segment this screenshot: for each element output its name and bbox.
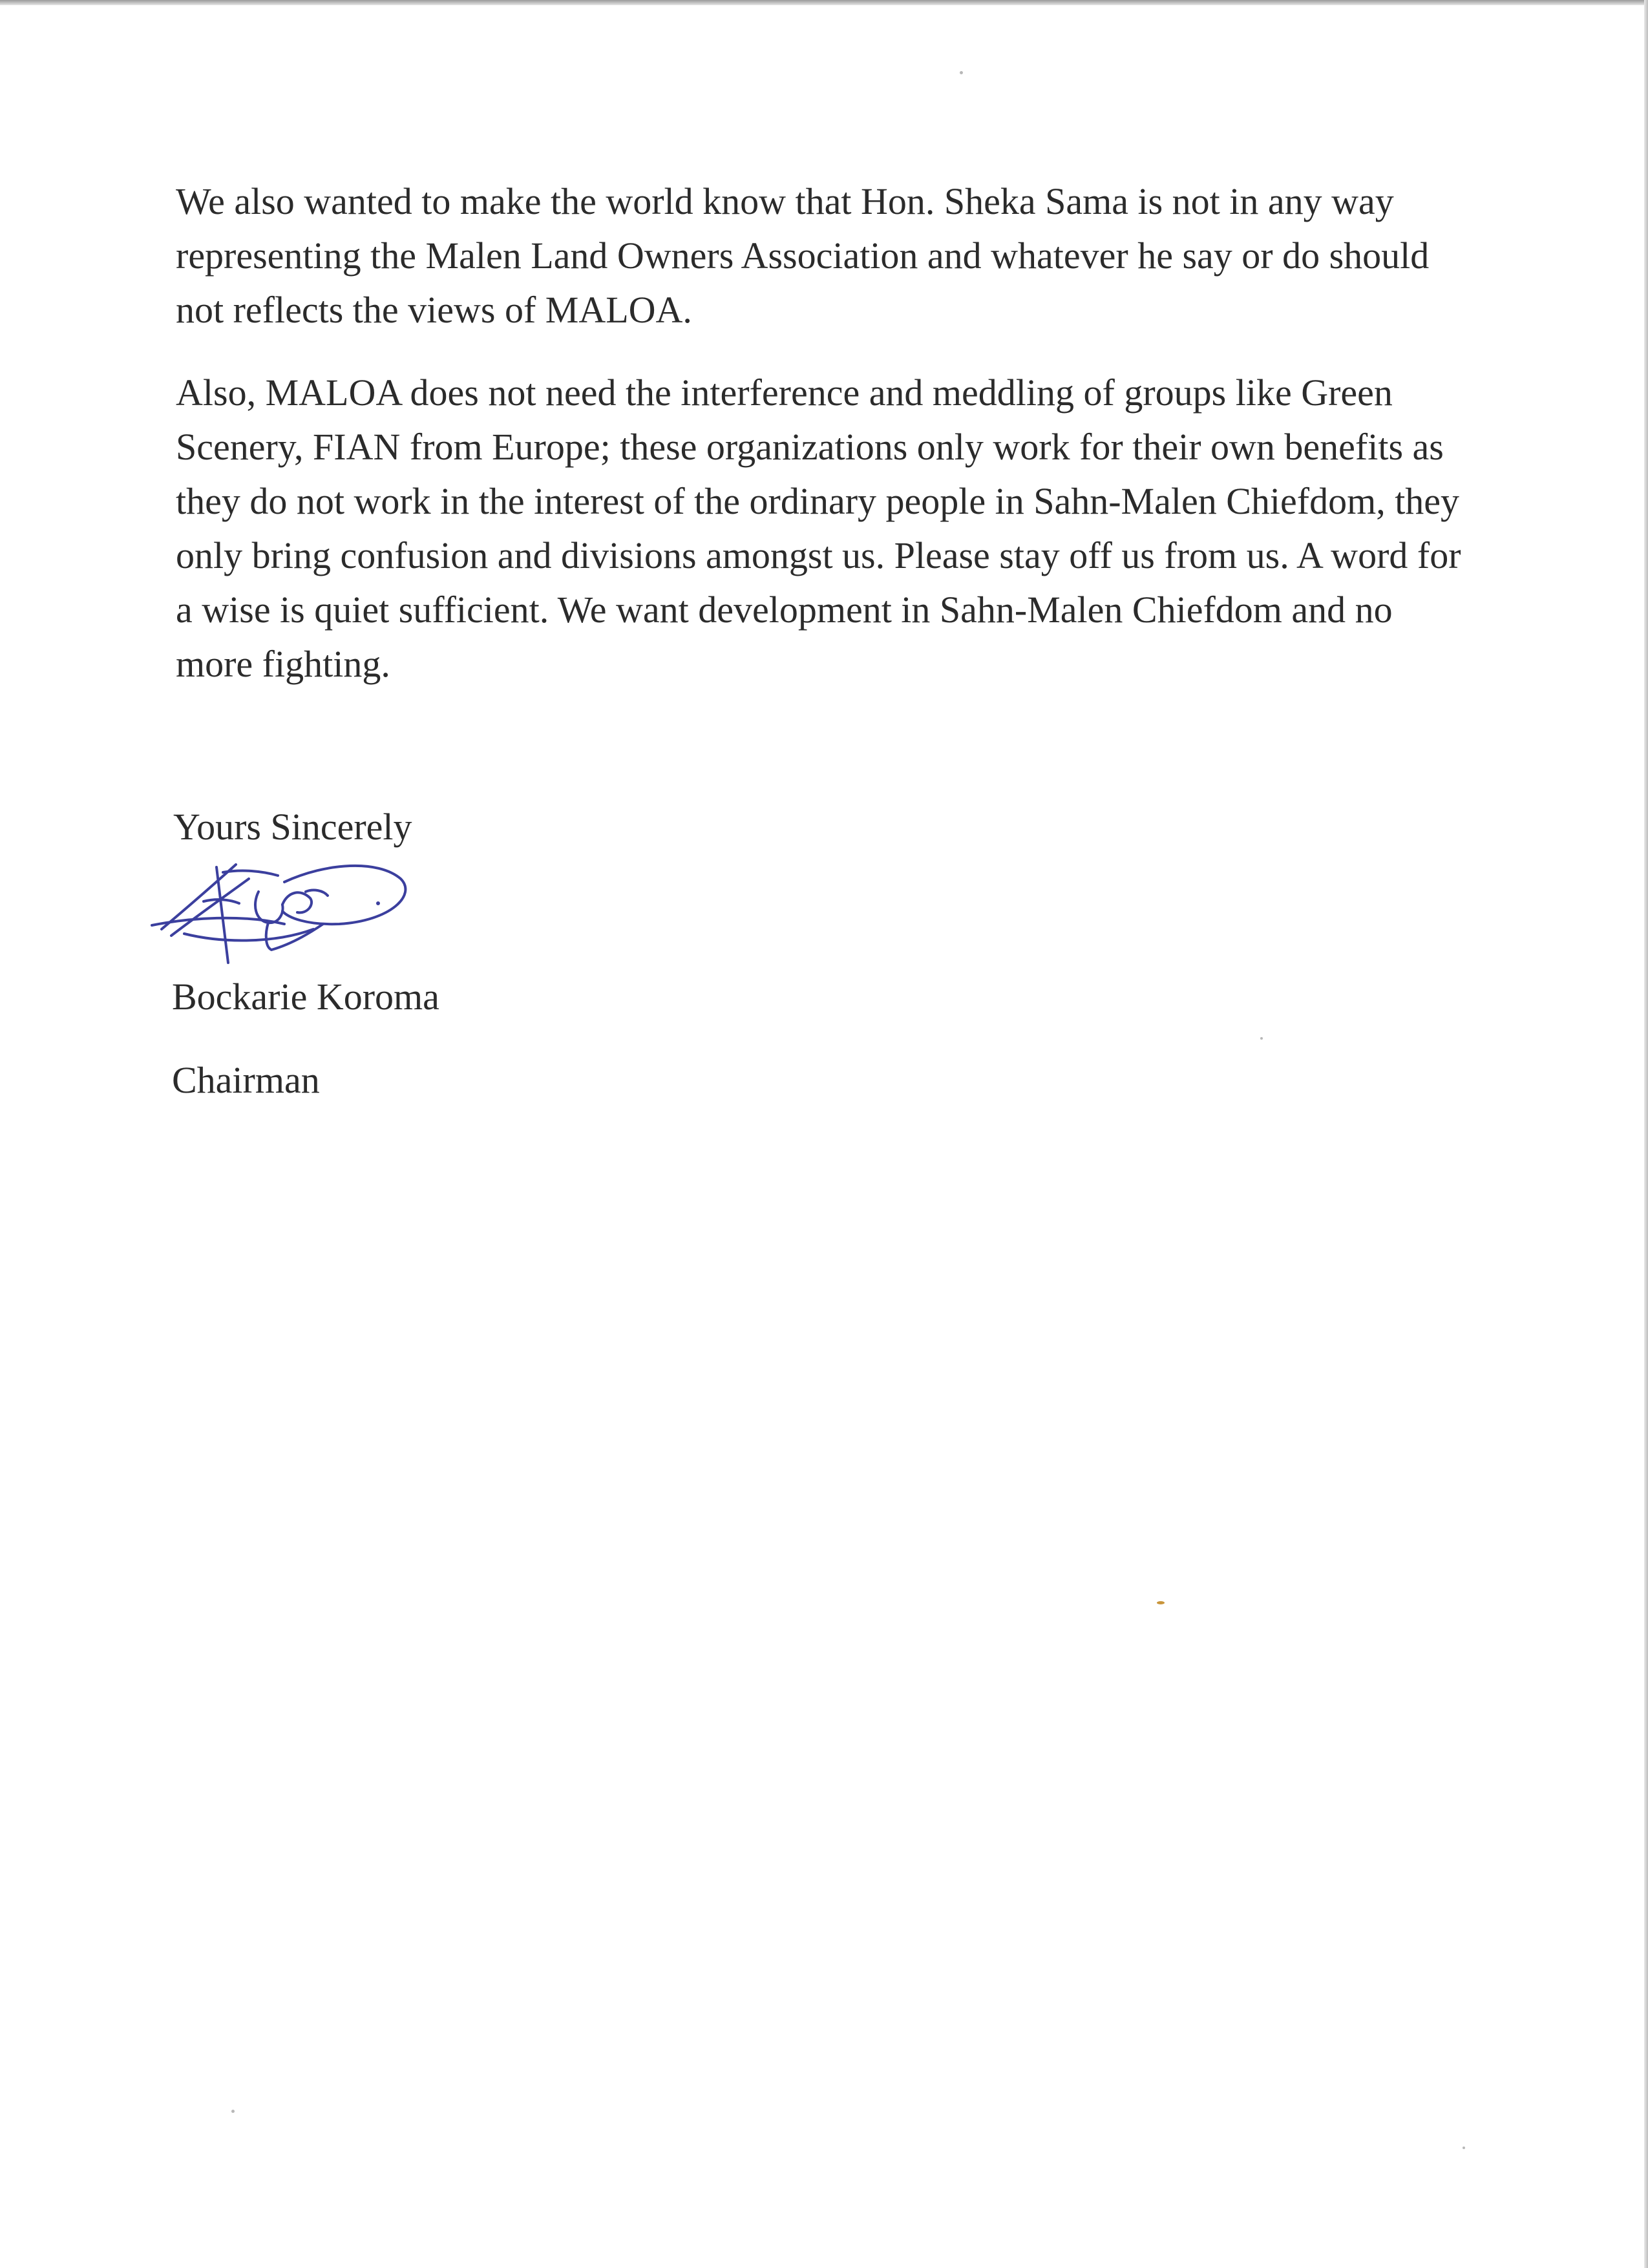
paper-speck bbox=[1260, 1037, 1263, 1040]
signer-name: Bockarie Koroma bbox=[172, 976, 439, 1018]
paragraph-maloa-representation: We also wanted to make the world know that Hon. Sheka Sama is not in any way representing the Malen Land Owners Association and whatever he say or do should not reflects the views of MALOA. bbox=[176, 180, 1430, 331]
page-top-edge bbox=[0, 0, 1648, 5]
closing-salutation: Yours Sincerely bbox=[173, 806, 412, 848]
paper-speck bbox=[1463, 2147, 1465, 2149]
signer-title: Chairman bbox=[172, 1059, 320, 1101]
paragraph-interference: Also, MALOA does not need the interference and meddling of groups like Green Scenery, FIAN from Europe; these organizations only work for their own benefits as they do not work in the interest of the ordinary people in Sahn-Malen Chiefdom, they only bring confusion and divisions amongst us. Please stay off us from us. A word for a wise is quiet sufficient. We want development in Sahn-Malen Chiefdom and no more fighting. bbox=[176, 372, 1461, 685]
letter-body bbox=[176, 174, 1468, 691]
paper-speck bbox=[231, 2110, 235, 2113]
paper-speck bbox=[960, 71, 963, 74]
handwritten-signature bbox=[145, 853, 417, 976]
page-right-edge bbox=[1644, 0, 1648, 2268]
paper-speck bbox=[1157, 1601, 1165, 1604]
